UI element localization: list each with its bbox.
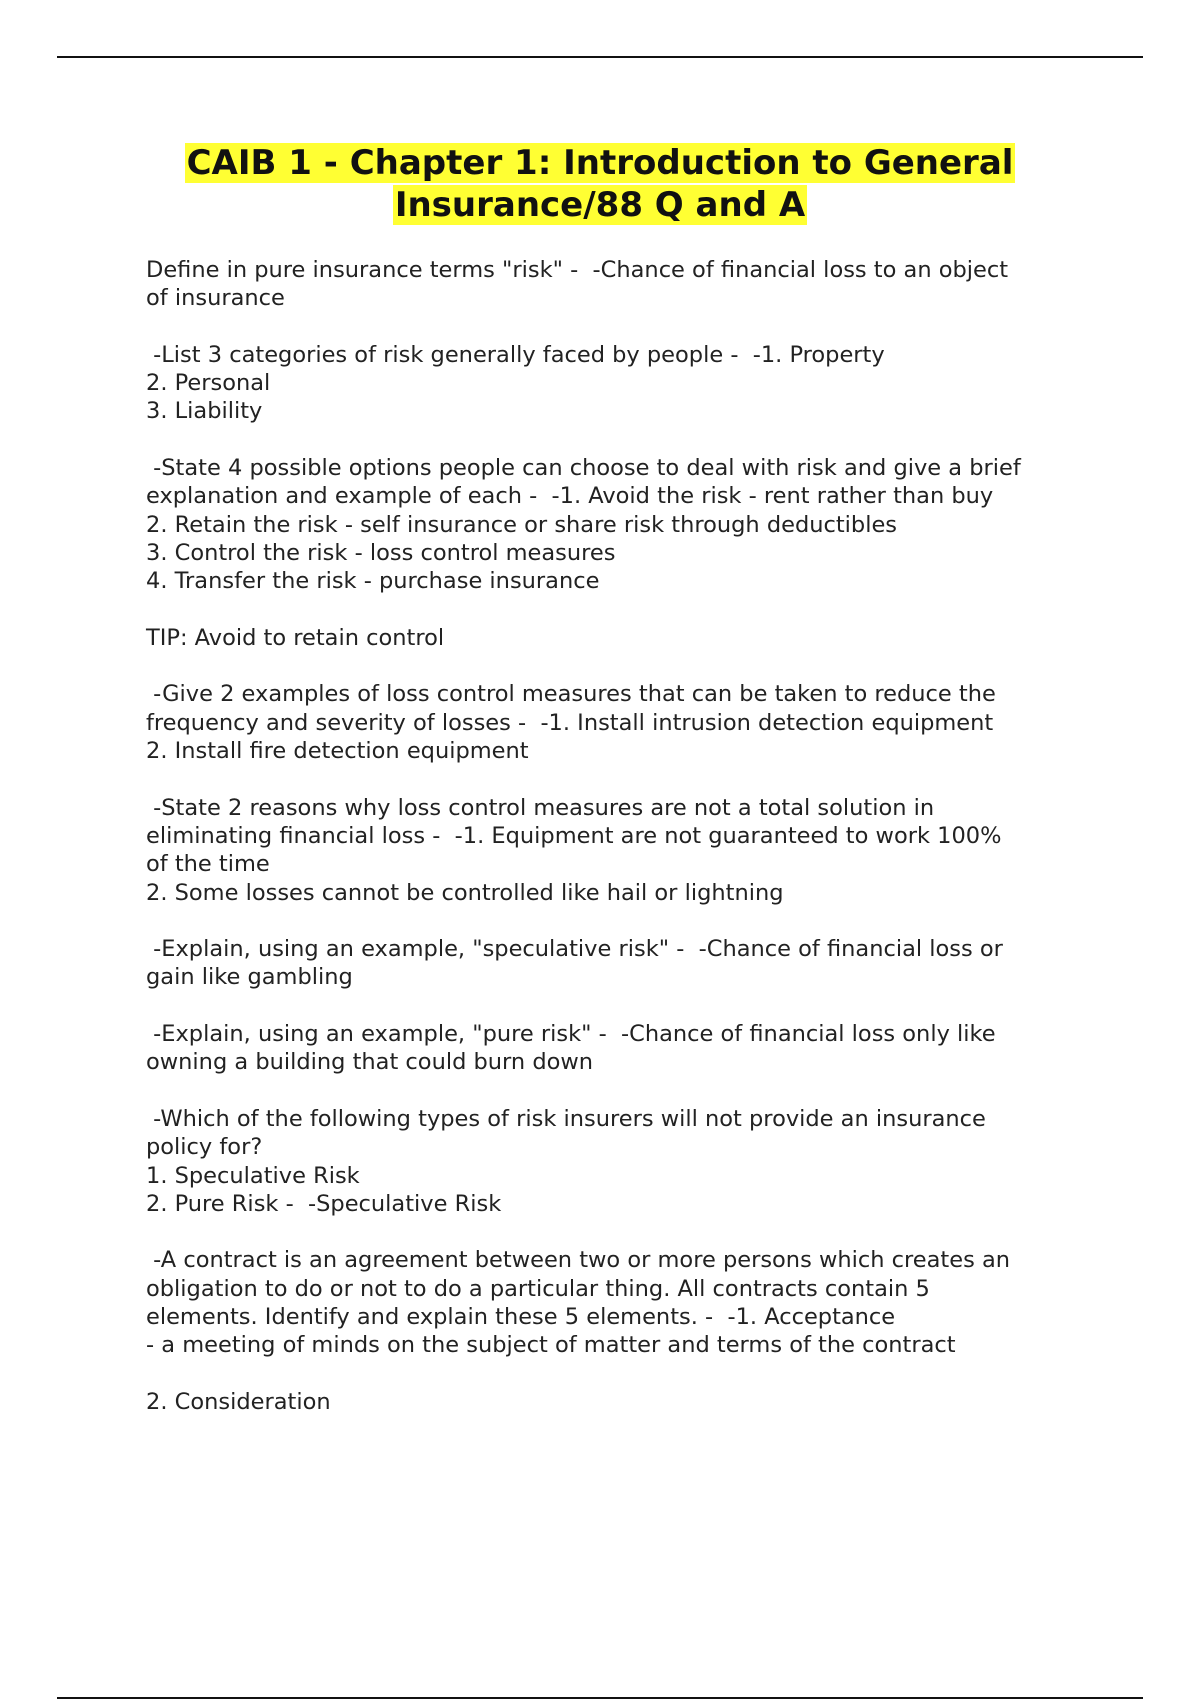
blank-line [146,1077,1146,1105]
page-title-line-1: CAIB 1 - Chapter 1: Introduction to General [186,143,1014,183]
text-line: 1. Speculative Risk [146,1162,360,1189]
blank-line [146,907,1146,935]
text-line: 3. Control the risk - loss control measures [146,539,616,566]
text-line: 2. Personal [146,370,271,397]
text-line: -State 2 reasons why loss control measures are not a total solution in [146,794,935,821]
text-line: obligation to do or not to do a particular thing. All contracts contain 5 [146,1275,930,1302]
text-line: 2. Install fire detection equipment [146,738,529,765]
text-line: gain like gambling [146,964,353,991]
text-line: -State 4 possible options people can choose to deal with risk and give a brief [146,455,1021,482]
blank-line [146,765,1146,793]
text-line: -A contract is an agreement between two or more persons which creates an [146,1247,1010,1274]
text-line: - a meeting of minds on the subject of matter and terms of the contract [146,1332,956,1359]
text-line: 2. Retain the risk - self insurance or share risk through deductibles [146,511,898,538]
page-title [60,142,1140,226]
blank-line [146,596,1146,624]
text-line: 2. Some losses cannot be controlled like hail or lightning [146,879,784,906]
blank-line [146,652,1146,680]
text-line: Define in pure insurance terms "risk" - -Chance of financial loss to an object [146,257,1009,283]
text-line: of insurance [146,285,285,312]
text-line: elements. Identify and explain these 5 elements. - -1. Acceptance [146,1303,896,1330]
blank-line [146,313,1146,341]
document-body [146,256,1146,1416]
text-line: 3. Liability [146,398,263,425]
blank-line [146,426,1146,454]
text-line: explanation and example of each - -1. Avoid the risk - rent rather than buy [146,483,994,510]
text-line: -Explain, using an example, "pure risk" - -Chance of financial loss only like [146,1021,996,1048]
text-line: -Give 2 examples of loss control measures that can be taken to reduce the [146,681,996,708]
text-line: -Which of the following types of risk insurers will not provide an insurance [146,1105,986,1132]
text-line: policy for? [146,1134,263,1161]
text-line: -Explain, using an example, "speculative risk" - -Chance of financial loss or [146,936,1003,963]
text-line: -List 3 categories of risk generally faced by people - -1. Property [146,341,885,368]
top-rule [57,56,1143,58]
text-line: 4. Transfer the risk - purchase insurance [146,568,600,595]
blank-line [146,1218,1146,1246]
text-line: 2. Consideration [146,1388,331,1415]
text-line: eliminating financial loss - -1. Equipment are not guaranteed to work 100% [146,822,1002,849]
text-line: owning a building that could burn down [146,1049,594,1076]
text-line: TIP: Avoid to retain control [146,624,445,651]
blank-line [146,992,1146,1020]
text-line: frequency and severity of losses - -1. Install intrusion detection equipment [146,709,994,736]
blank-line [146,1360,1146,1388]
bottom-rule [57,1697,1143,1699]
page-title-line-2: Insurance/88 Q and A [394,185,806,225]
text-line: of the time [146,851,270,878]
text-line: 2. Pure Risk - -Speculative Risk [146,1190,502,1217]
